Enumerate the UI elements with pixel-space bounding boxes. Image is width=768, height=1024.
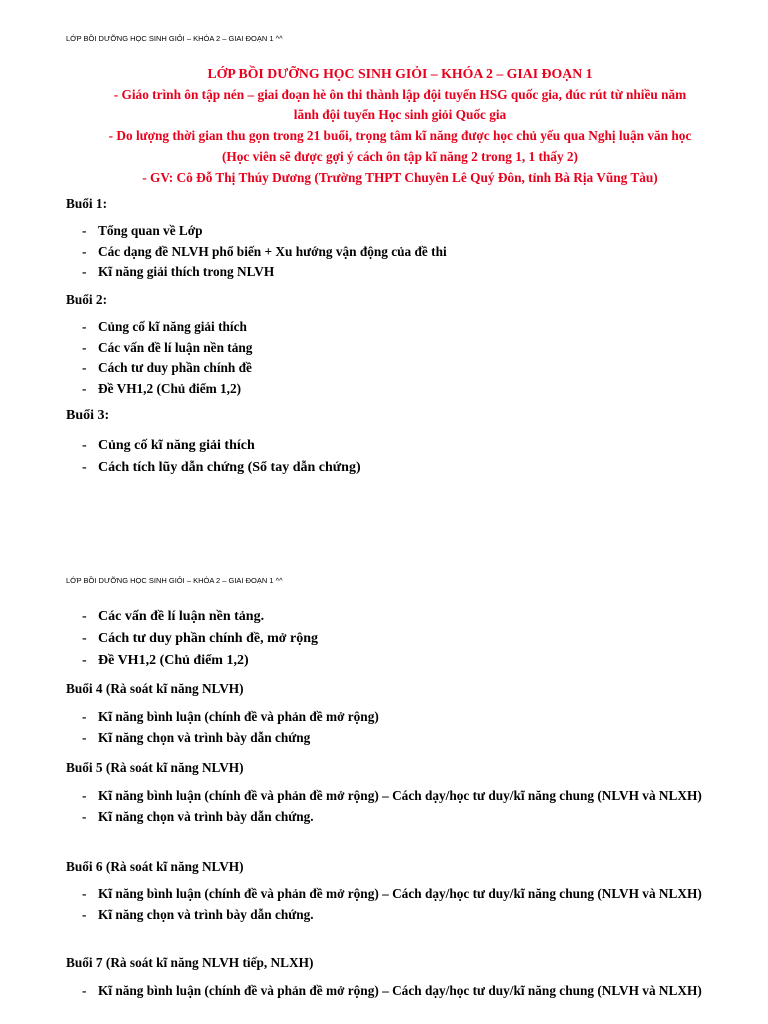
session-4-heading: Buổi 4 (Rà soát kĩ năng NLVH) [66,681,244,696]
course-description-line-2: lãnh đội tuyển Học sinh giỏi Quốc gia [293,107,507,123]
course-title: LỚP BỒI DƯỠNG HỌC SINH GIỎI – KHÓA 2 – GIAI ĐOẠN 1 [207,66,593,81]
list-item: - Đề VH1,2 (Chủ điểm 1,2) [82,653,249,668]
session-6-list [66,884,702,925]
session-2-heading: Buổi 2: [66,292,108,307]
session-5-list [66,786,702,827]
list-item: - Kĩ năng bình luận (chính đề và phản đề mở rộng) – Cách dạy/học tư duy/kĩ năng chung (NLVH và NLXH) [82,886,702,901]
list-item: - Cách tư duy phần chính đề [82,360,252,376]
session-3-list [66,435,702,479]
course-description-line-1: - Giáo trình ôn tập nén – giai đoạn hè ôn thi thành lập đội tuyển HSG quốc gia, đúc rút từ nhiều năm [113,86,687,102]
session-6-heading: Buổi 6 (Rà soát kĩ năng NLVH) [66,859,244,874]
session-2-list [66,317,702,399]
session-3-continued-list [66,606,702,672]
list-item: - Tổng quan về Lớp [82,223,203,238]
list-item: - Các vấn đề lí luận nền tảng [82,339,253,355]
running-header: LỚP BỒI DƯỠNG HỌC SINH GIỎI – KHÓA 2 – GIAI ĐOẠN 1 ^^ [66,576,283,585]
course-title-block [66,64,734,188]
session-7-heading: Buổi 7 (Rà soát kĩ năng NLVH tiếp, NLXH) [66,955,314,970]
session-7-list [66,981,702,1002]
list-item: - Các vấn đề lí luận nền tảng. [82,609,265,624]
running-header: LỚP BỒI DƯỠNG HỌC SINH GIỎI – KHÓA 2 – GIAI ĐOẠN 1 ^^ [66,34,283,43]
session-4-list [66,707,702,748]
list-item: - Củng cố kĩ năng giải thích [82,438,255,453]
course-description-line-4: (Học viên sẽ được gợi ý cách ôn tập kĩ năng 2 trong 1, 1 thấy 2) [221,148,578,164]
list-item: - Kĩ năng chọn và trình bày dẫn chứng. [82,906,314,922]
list-item: - Kĩ năng bình luận (chính đề và phản đề mở rộng) [82,709,379,724]
teacher-line: - GV: Cô Đỗ Thị Thúy Dương (Trường THPT Chuyên Lê Quý Đôn, tỉnh Bà Rịa Vũng Tàu) [142,169,658,185]
session-1-list [66,221,702,283]
list-item: - Cách tư duy phần chính đề, mở rộng [82,631,318,646]
list-item: - Kĩ năng giải thích trong NLVH [82,264,275,280]
session-5-heading: Buổi 5 (Rà soát kĩ năng NLVH) [66,760,244,775]
session-3-heading: Buổi 3: [66,408,110,423]
list-item: - Kĩ năng bình luận (chính đề và phản đề mở rộng) – Cách dạy/học tư duy/kĩ năng chung (NLVH và NLXH) [82,983,702,998]
list-item: - Kĩ năng chọn và trình bày dẫn chứng. [82,808,314,824]
list-item: - Kĩ năng bình luận (chính đề và phản đề mở rộng) – Cách dạy/học tư duy/kĩ năng chung (NLVH và NLXH) [82,788,702,803]
list-item: - Kĩ năng chọn và trình bày dẫn chứng [82,729,311,745]
session-1-heading: Buổi 1: [66,196,108,211]
course-description-line-3: - Do lượng thời gian thu gọn trong 21 buổi, trọng tâm kĩ năng được học chủ yếu qua Nghị luận văn học [108,128,692,144]
list-item: - Các dạng đề NLVH phổ biến + Xu hướng vận động của đề thi [82,243,447,259]
list-item: - Củng cố kĩ năng giải thích [82,319,247,334]
list-item: - Cách tích lũy dẫn chứng (Sổ tay dẫn chứng) [82,460,361,475]
list-item: - Đề VH1,2 (Chủ điểm 1,2) [82,380,242,396]
